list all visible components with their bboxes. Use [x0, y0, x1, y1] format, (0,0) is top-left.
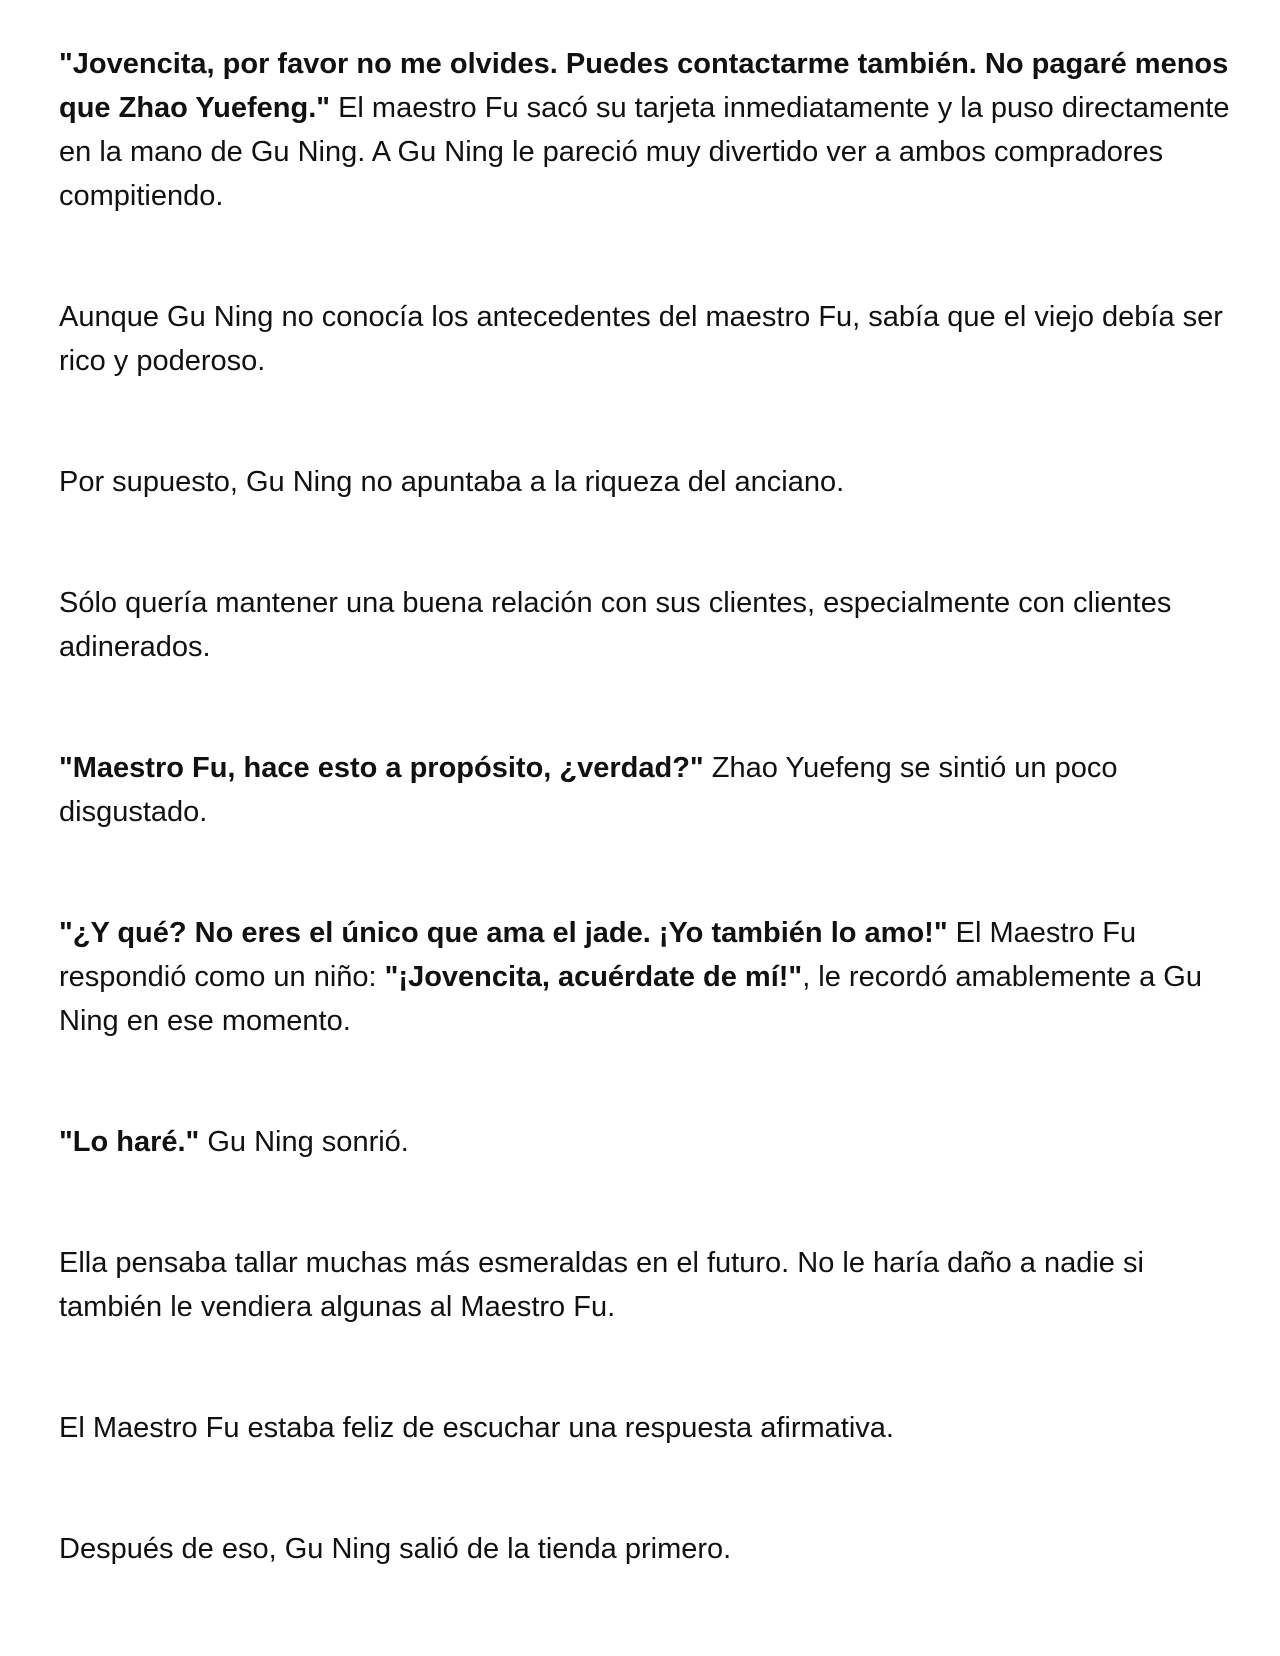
narration-text: Después de eso, Gu Ning salió de la tienda primero.	[59, 1533, 732, 1565]
paragraph-10	[59, 1527, 1231, 1571]
narration-text: Zhao Yuefeng se sintió un poco disgustado.	[59, 752, 1118, 828]
paragraph-7	[59, 1120, 1231, 1164]
paragraph-2	[59, 295, 1231, 383]
narration-text: El Maestro Fu respondió como un niño:	[59, 917, 1137, 993]
paragraph-9	[59, 1406, 1231, 1450]
narration-text: , le recordó amablemente a Gu Ning en ese momento.	[59, 961, 1202, 1037]
narration-text: Ella pensaba tallar muchas más esmeraldas en el futuro. No le haría daño a nadie si también le vendiera algunas al Maestro Fu.	[59, 1247, 1144, 1323]
narration-text: Sólo quería mantener una buena relación con sus clientes, especialmente con clientes adinerados.	[59, 587, 1172, 663]
narration-text: Por supuesto, Gu Ning no apuntaba a la riqueza del anciano.	[59, 466, 845, 498]
narration-text: Gu Ning sonrió.	[199, 1126, 409, 1158]
document-page	[59, 42, 1231, 1571]
paragraph-6	[59, 911, 1231, 1043]
dialogue-text: "Lo haré."	[59, 1126, 200, 1158]
paragraph-1	[59, 42, 1231, 218]
paragraph-3	[59, 460, 1231, 504]
dialogue-text: "¿Y qué? No eres el único que ama el jade. ¡Yo también lo amo!"	[59, 917, 948, 949]
paragraph-8	[59, 1241, 1231, 1329]
narration-text: El maestro Fu sacó su tarjeta inmediatamente y la puso directamente en la mano de Gu Ning. A Gu Ning le pareció muy divertido ver a ambos compradores compitiendo.	[59, 92, 1230, 212]
dialogue-text: "Jovencita, por favor no me olvides. Puedes contactarme también. No pagaré menos que Zhao Yuefeng."	[59, 48, 1229, 124]
paragraph-5	[59, 746, 1231, 834]
dialogue-text: "¡Jovencita, acuérdate de mí!"	[384, 961, 803, 993]
narration-text: El Maestro Fu estaba feliz de escuchar una respuesta afirmativa.	[59, 1412, 894, 1444]
paragraph-4	[59, 581, 1231, 669]
dialogue-text: "Maestro Fu, hace esto a propósito, ¿verdad?"	[59, 752, 704, 784]
narration-text: Aunque Gu Ning no conocía los antecedentes del maestro Fu, sabía que el viejo debía ser rico y poderoso.	[59, 301, 1223, 377]
